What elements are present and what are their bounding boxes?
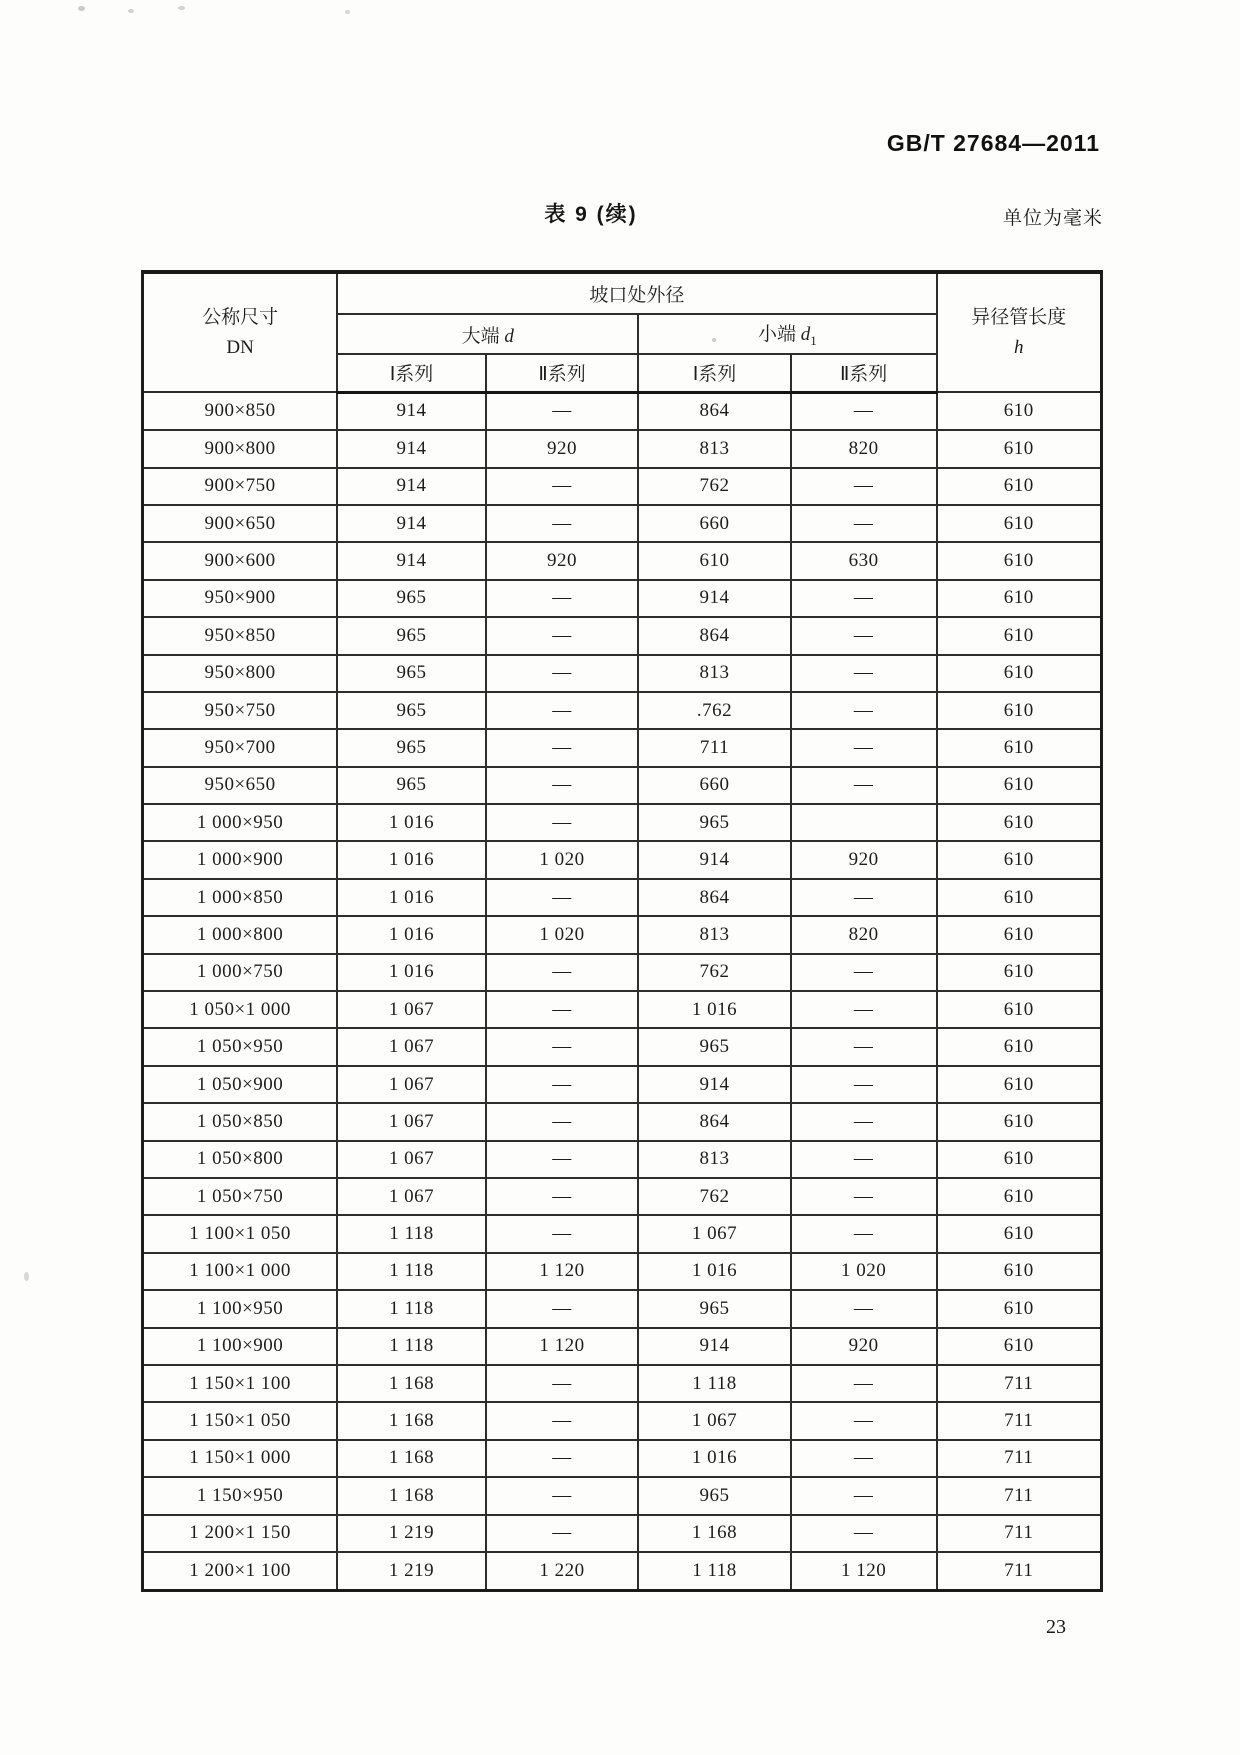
header-big-end: 大端 d <box>337 314 638 354</box>
cell-dn: 950×700 <box>143 729 338 766</box>
cell-length: 610 <box>937 1028 1102 1065</box>
header-small-end-series-1: Ⅰ系列 <box>638 354 790 392</box>
reducer-dimensions-table <box>141 270 1103 1592</box>
cell-small-end-series2: — <box>791 879 937 916</box>
cell-small-end-series1: 914 <box>638 1328 790 1365</box>
cell-small-end-series1: 1 016 <box>638 1253 790 1290</box>
cell-big-end-series1: 1 016 <box>337 954 486 991</box>
cell-big-end-series2: — <box>486 954 638 991</box>
cell-dn: 950×650 <box>143 767 338 804</box>
table-row <box>143 879 1102 916</box>
cell-big-end-series2: — <box>486 767 638 804</box>
cell-length: 610 <box>937 916 1102 953</box>
table-row <box>143 729 1102 766</box>
cell-small-end-series2: 1 020 <box>791 1253 937 1290</box>
cell-dn: 1 200×1 100 <box>143 1552 338 1591</box>
cell-small-end-series1: 1 016 <box>638 1440 790 1477</box>
cell-length: 610 <box>937 841 1102 878</box>
table-row <box>143 655 1102 692</box>
header-nominal-size-symbol: DN <box>226 336 254 358</box>
cell-length: 711 <box>937 1552 1102 1591</box>
cell-small-end-series2: — <box>791 1365 937 1402</box>
cell-big-end-series2: — <box>486 505 638 542</box>
cell-small-end-series1: 1 118 <box>638 1365 790 1402</box>
cell-dn: 1 050×900 <box>143 1066 338 1103</box>
cell-small-end-series2: — <box>791 991 937 1028</box>
cell-small-end-series2: — <box>791 1290 937 1327</box>
cell-small-end-series1: 965 <box>638 1290 790 1327</box>
cell-small-end-series1: 1 067 <box>638 1402 790 1439</box>
cell-small-end-series1: 660 <box>638 505 790 542</box>
cell-small-end-series2: 820 <box>791 430 937 467</box>
cell-dn: 900×650 <box>143 505 338 542</box>
cell-big-end-series1: 1 067 <box>337 1103 486 1140</box>
cell-big-end-series2: — <box>486 1103 638 1140</box>
cell-dn: 900×600 <box>143 542 338 579</box>
scan-noise-speck <box>128 9 134 13</box>
cell-big-end-series1: 1 067 <box>337 1028 486 1065</box>
cell-dn: 1 150×1 100 <box>143 1365 338 1402</box>
cell-small-end-series2 <box>791 804 937 841</box>
cell-length: 610 <box>937 617 1102 654</box>
cell-big-end-series2: — <box>486 804 638 841</box>
cell-dn: 1 050×750 <box>143 1178 338 1215</box>
cell-big-end-series1: 914 <box>337 392 486 430</box>
cell-small-end-series1: 1 016 <box>638 991 790 1028</box>
table-row <box>143 392 1102 430</box>
cell-length: 610 <box>937 1141 1102 1178</box>
cell-big-end-series2: — <box>486 729 638 766</box>
cell-small-end-series1: 813 <box>638 916 790 953</box>
table-row <box>143 1477 1102 1514</box>
cell-dn: 1 150×950 <box>143 1477 338 1514</box>
cell-small-end-series2: — <box>791 954 937 991</box>
cell-dn: 1 050×800 <box>143 1141 338 1178</box>
cell-big-end-series2: 920 <box>486 430 638 467</box>
cell-length: 711 <box>937 1440 1102 1477</box>
cell-big-end-series1: 1 168 <box>337 1440 486 1477</box>
cell-small-end-series1: 864 <box>638 1103 790 1140</box>
cell-length: 610 <box>937 1290 1102 1327</box>
table-row <box>143 1440 1102 1477</box>
cell-length: 610 <box>937 729 1102 766</box>
cell-small-end-series2: — <box>791 617 937 654</box>
cell-small-end-series1: 813 <box>638 1141 790 1178</box>
header-big-end-series-1: Ⅰ系列 <box>337 354 486 392</box>
cell-small-end-series2: — <box>791 1440 937 1477</box>
table-row <box>143 841 1102 878</box>
cell-small-end-series2: — <box>791 1402 937 1439</box>
table-row <box>143 1215 1102 1252</box>
table-row <box>143 1402 1102 1439</box>
cell-big-end-series1: 914 <box>337 430 486 467</box>
cell-big-end-series2: 1 220 <box>486 1552 638 1591</box>
cell-small-end-series2: — <box>791 1178 937 1215</box>
cell-big-end-series1: 1 168 <box>337 1365 486 1402</box>
cell-big-end-series2: — <box>486 1402 638 1439</box>
cell-big-end-series2: — <box>486 1066 638 1103</box>
cell-dn: 1 050×850 <box>143 1103 338 1140</box>
cell-big-end-series2: — <box>486 392 638 430</box>
cell-length: 610 <box>937 1253 1102 1290</box>
header-groove-outer-diameter: 坡口处外径 <box>337 272 936 314</box>
cell-big-end-series2: — <box>486 617 638 654</box>
cell-dn: 1 100×1 050 <box>143 1215 338 1252</box>
cell-big-end-series1: 914 <box>337 468 486 505</box>
cell-length: 610 <box>937 954 1102 991</box>
scan-noise-speck <box>178 6 185 10</box>
cell-big-end-series2: — <box>486 1477 638 1514</box>
cell-big-end-series1: 1 016 <box>337 804 486 841</box>
header-small-end-series-2: Ⅱ系列 <box>791 354 937 392</box>
cell-small-end-series2: — <box>791 1515 937 1552</box>
cell-big-end-series2: — <box>486 1290 638 1327</box>
cell-big-end-series2: — <box>486 1365 638 1402</box>
cell-small-end-series1: 1 168 <box>638 1515 790 1552</box>
table-row <box>143 767 1102 804</box>
cell-length: 610 <box>937 468 1102 505</box>
cell-small-end-series2: 920 <box>791 1328 937 1365</box>
cell-small-end-series2: — <box>791 767 937 804</box>
cell-length: 610 <box>937 1103 1102 1140</box>
cell-big-end-series2: — <box>486 1215 638 1252</box>
table-row <box>143 430 1102 467</box>
cell-big-end-series1: 1 118 <box>337 1290 486 1327</box>
standard-code: GB/T 27684—2011 <box>886 130 1100 156</box>
table-row <box>143 804 1102 841</box>
table-row <box>143 580 1102 617</box>
cell-big-end-series1: 965 <box>337 692 486 729</box>
table-row <box>143 617 1102 654</box>
cell-dn: 1 100×950 <box>143 1290 338 1327</box>
unit-note: 单位为毫米 <box>1002 208 1103 229</box>
cell-length: 610 <box>937 804 1102 841</box>
cell-small-end-series1: 864 <box>638 392 790 430</box>
cell-length: 610 <box>937 392 1102 430</box>
cell-length: 610 <box>937 1178 1102 1215</box>
cell-dn: 950×800 <box>143 655 338 692</box>
cell-big-end-series2: — <box>486 991 638 1028</box>
cell-big-end-series1: 914 <box>337 542 486 579</box>
cell-big-end-series1: 1 067 <box>337 1066 486 1103</box>
cell-big-end-series1: 1 016 <box>337 916 486 953</box>
table-row <box>143 692 1102 729</box>
cell-length: 610 <box>937 505 1102 542</box>
cell-length: 610 <box>937 1066 1102 1103</box>
cell-small-end-series2: — <box>791 692 937 729</box>
table-caption: 表 9 (续) <box>544 203 638 226</box>
table-row <box>143 1103 1102 1140</box>
table-row <box>143 468 1102 505</box>
cell-big-end-series1: 1 067 <box>337 1141 486 1178</box>
cell-length: 711 <box>937 1402 1102 1439</box>
cell-length: 610 <box>937 430 1102 467</box>
cell-dn: 1 050×950 <box>143 1028 338 1065</box>
header-big-end-series-2: Ⅱ系列 <box>486 354 638 392</box>
header-reducer-length-symbol: h <box>1014 336 1024 358</box>
cell-small-end-series2: 920 <box>791 841 937 878</box>
table-row <box>143 542 1102 579</box>
cell-dn: 1 000×900 <box>143 841 338 878</box>
cell-big-end-series1: 1 168 <box>337 1477 486 1514</box>
cell-dn: 1 050×1 000 <box>143 991 338 1028</box>
cell-big-end-series2: — <box>486 655 638 692</box>
cell-length: 610 <box>937 580 1102 617</box>
cell-big-end-series1: 965 <box>337 655 486 692</box>
cell-small-end-series1: 762 <box>638 1178 790 1215</box>
cell-small-end-series2: — <box>791 1141 937 1178</box>
cell-small-end-series2: — <box>791 729 937 766</box>
cell-dn: 900×850 <box>143 392 338 430</box>
cell-big-end-series1: 1 168 <box>337 1402 486 1439</box>
cell-small-end-series1: 762 <box>638 954 790 991</box>
cell-big-end-series2: — <box>486 879 638 916</box>
table-row <box>143 1365 1102 1402</box>
cell-small-end-series1: 914 <box>638 841 790 878</box>
table-row <box>143 1066 1102 1103</box>
cell-small-end-series1: 610 <box>638 542 790 579</box>
cell-big-end-series1: 1 118 <box>337 1215 486 1252</box>
cell-small-end-series2: — <box>791 1028 937 1065</box>
cell-small-end-series1: 965 <box>638 1477 790 1514</box>
cell-length: 610 <box>937 655 1102 692</box>
cell-dn: 900×800 <box>143 430 338 467</box>
cell-small-end-series2: — <box>791 1066 937 1103</box>
cell-small-end-series1: 864 <box>638 879 790 916</box>
header-nominal-size <box>143 272 338 392</box>
cell-length: 610 <box>937 767 1102 804</box>
cell-big-end-series2: 1 020 <box>486 916 638 953</box>
cell-length: 610 <box>937 991 1102 1028</box>
cell-dn: 1 000×750 <box>143 954 338 991</box>
cell-big-end-series1: 914 <box>337 505 486 542</box>
cell-small-end-series2: — <box>791 1103 937 1140</box>
cell-small-end-series1: 914 <box>638 1066 790 1103</box>
cell-small-end-series1: 965 <box>638 1028 790 1065</box>
cell-big-end-series2: — <box>486 1515 638 1552</box>
cell-dn: 950×900 <box>143 580 338 617</box>
cell-big-end-series2: — <box>486 580 638 617</box>
cell-length: 711 <box>937 1515 1102 1552</box>
cell-big-end-series1: 1 219 <box>337 1552 486 1591</box>
cell-big-end-series1: 1 067 <box>337 991 486 1028</box>
cell-length: 711 <box>937 1365 1102 1402</box>
scan-noise-speck <box>24 1272 29 1281</box>
cell-small-end-series1: 1 118 <box>638 1552 790 1591</box>
cell-dn: 1 150×1 000 <box>143 1440 338 1477</box>
cell-big-end-series1: 1 016 <box>337 879 486 916</box>
cell-small-end-series1: 813 <box>638 655 790 692</box>
page-number: 23 <box>1046 1616 1066 1638</box>
header-small-end: 小端 $d_1$ <box>638 314 936 354</box>
cell-small-end-series2: — <box>791 468 937 505</box>
table-row <box>143 1178 1102 1215</box>
cell-big-end-series2: — <box>486 1028 638 1065</box>
cell-big-end-series2: — <box>486 692 638 729</box>
cell-length: 610 <box>937 879 1102 916</box>
table-row <box>143 1552 1102 1591</box>
cell-length: 610 <box>937 542 1102 579</box>
cell-big-end-series1: 1 067 <box>337 1178 486 1215</box>
table-row <box>143 1141 1102 1178</box>
cell-small-end-series1: 1 067 <box>638 1215 790 1252</box>
cell-small-end-series1: 914 <box>638 580 790 617</box>
table-row <box>143 1515 1102 1552</box>
cell-big-end-series1: 965 <box>337 767 486 804</box>
cell-big-end-series2: — <box>486 468 638 505</box>
cell-small-end-series1: 711 <box>638 729 790 766</box>
cell-small-end-series1: 660 <box>638 767 790 804</box>
cell-small-end-series2: 1 120 <box>791 1552 937 1591</box>
cell-small-end-series1: .762 <box>638 692 790 729</box>
table-row <box>143 505 1102 542</box>
cell-small-end-series1: 965 <box>638 804 790 841</box>
table-row <box>143 916 1102 953</box>
cell-dn: 1 000×950 <box>143 804 338 841</box>
header-reducer-length-label: 异径管长度 <box>971 306 1067 328</box>
cell-dn: 950×750 <box>143 692 338 729</box>
table-row <box>143 1028 1102 1065</box>
table-row <box>143 1328 1102 1365</box>
cell-small-end-series2: — <box>791 1215 937 1252</box>
cell-length: 711 <box>937 1477 1102 1514</box>
cell-dn: 1 150×1 050 <box>143 1402 338 1439</box>
cell-big-end-series2: 920 <box>486 542 638 579</box>
cell-big-end-series1: 965 <box>337 580 486 617</box>
cell-big-end-series1: 1 016 <box>337 841 486 878</box>
cell-dn: 1 100×1 000 <box>143 1253 338 1290</box>
cell-small-end-series2: — <box>791 1477 937 1514</box>
cell-dn: 950×850 <box>143 617 338 654</box>
scan-noise-speck <box>78 6 85 11</box>
cell-dn: 900×750 <box>143 468 338 505</box>
scan-noise-speck <box>345 10 350 14</box>
table-row <box>143 954 1102 991</box>
cell-small-end-series2: — <box>791 580 937 617</box>
cell-big-end-series2: 1 120 <box>486 1328 638 1365</box>
cell-big-end-series1: 965 <box>337 729 486 766</box>
cell-length: 610 <box>937 1328 1102 1365</box>
cell-length: 610 <box>937 692 1102 729</box>
header-nominal-size-label: 公称尺寸 <box>202 306 279 328</box>
cell-big-end-series1: 1 219 <box>337 1515 486 1552</box>
cell-length: 610 <box>937 1215 1102 1252</box>
cell-big-end-series2: 1 020 <box>486 841 638 878</box>
cell-big-end-series1: 965 <box>337 617 486 654</box>
cell-small-end-series1: 762 <box>638 468 790 505</box>
cell-small-end-series2: 630 <box>791 542 937 579</box>
cell-big-end-series2: — <box>486 1141 638 1178</box>
cell-big-end-series2: 1 120 <box>486 1253 638 1290</box>
cell-small-end-series2: 820 <box>791 916 937 953</box>
table-body <box>143 392 1102 1591</box>
cell-small-end-series2: — <box>791 655 937 692</box>
cell-big-end-series2: — <box>486 1440 638 1477</box>
header-reducer-length <box>937 272 1102 392</box>
table-row <box>143 1253 1102 1290</box>
cell-small-end-series2: — <box>791 392 937 430</box>
cell-dn: 1 100×900 <box>143 1328 338 1365</box>
cell-dn: 1 200×1 150 <box>143 1515 338 1552</box>
cell-big-end-series2: — <box>486 1178 638 1215</box>
cell-big-end-series1: 1 118 <box>337 1328 486 1365</box>
cell-small-end-series2: — <box>791 505 937 542</box>
cell-small-end-series1: 864 <box>638 617 790 654</box>
cell-dn: 1 000×850 <box>143 879 338 916</box>
cell-dn: 1 000×800 <box>143 916 338 953</box>
cell-big-end-series1: 1 118 <box>337 1253 486 1290</box>
table-row <box>143 991 1102 1028</box>
cell-small-end-series1: 813 <box>638 430 790 467</box>
table-row <box>143 1290 1102 1327</box>
